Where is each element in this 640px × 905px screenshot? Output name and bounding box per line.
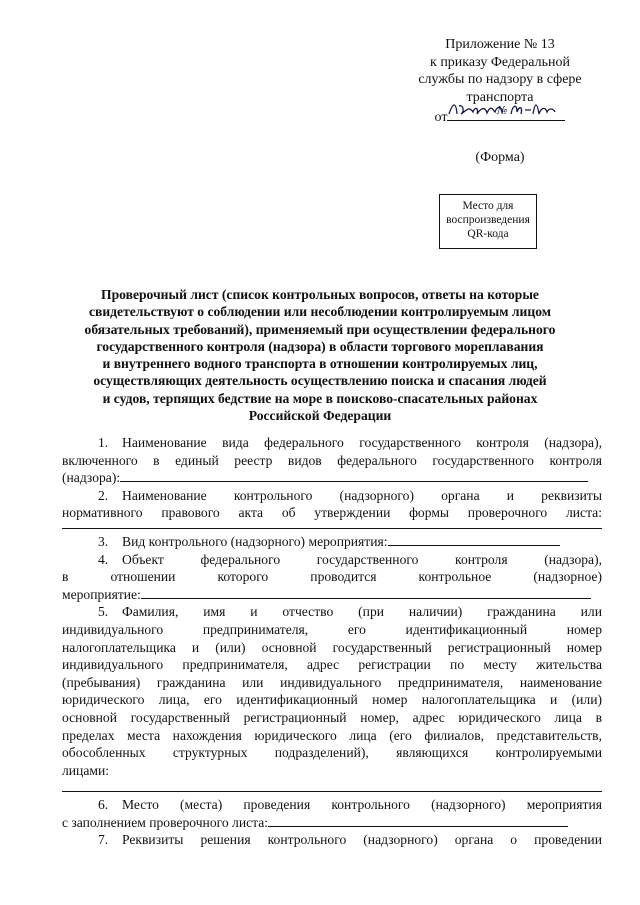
qr-line-3: QR-кода [467,228,509,240]
date-prefix: от [434,110,448,125]
item-text: Вид контрольного (надзорного) мероприятия: [122,533,388,549]
title-line: и судов, терпящих бедствие на море в поисково-спасательных районах [102,390,538,406]
item-number: 1. [98,435,109,450]
item-text: основной государственный регистрационный номер, адрес юридического лица в [62,709,602,725]
appendix-title: Приложение № 13 [445,37,555,52]
item-text: лицами: [62,762,110,778]
item-text: с заполнением проверочного листа: [62,814,269,830]
item-text: Фамилия, имя и отчество (при наличии) гражданина или [122,604,602,620]
item-text: индивидуального предпринимателя, адрес регистрации по месту жительства [62,657,602,673]
qr-line-1: Место для [462,200,514,212]
qr-line-2: воспроизведения [446,214,530,226]
document-title [70,286,570,424]
item-7 [62,831,602,849]
appendix-agency-cont: транспорта [466,89,534,105]
document-body [62,434,602,849]
item-text: пределах места нахождения юридического лица (его филиалов, представительств, [62,727,602,743]
item-text: юридического лица, его идентификационный номер налогоплательщика и (или) [62,692,602,708]
item-number: 3. [98,533,109,549]
fill-in-line [388,533,560,546]
item-number: 6. [98,797,109,813]
title-line: обязательных требований), применяемый при осуществлении федерального [84,321,556,337]
title-line: свидетельствуют о соблюдении или несоблюдении контролируемым лицом [88,304,552,320]
fill-in-line [62,528,602,529]
item-3 [62,533,602,551]
title-line: государственного контроля (надзора) в области торгового мореплавания [96,338,544,354]
title-line: Российской Федерации [248,408,392,424]
item-text: (пребывания) гражданина или индивидуального предпринимателя, наименование [62,674,602,690]
appendix-header [400,36,600,127]
item-text: Реквизиты решения контрольного (надзорного) органа о проведении [122,832,602,848]
appendix-order-ref: к приказу Федеральной [430,54,570,70]
item-text: индивидуального предпринимателя, его идентификационный номер [62,621,602,637]
item-text: (надзора): [62,470,121,486]
form-label: (Форма) [475,150,525,165]
item-text: налогоплательщика и (или) основной государственный регистрационный номер [62,639,602,655]
svg-text:№: № [497,104,508,117]
item-text: нормативного правового акта об утверждении формы проверочного листа: [62,505,602,521]
handwritten-date-number-signature [447,106,565,121]
item-number: 7. [98,832,109,848]
fill-in-line [268,814,568,827]
item-text: Наименование контрольного (надзорного) органа и реквизиты [122,487,602,503]
item-4 [62,551,602,604]
appendix-date-number [400,106,600,127]
fill-in-line [141,586,591,599]
item-6 [62,796,602,831]
item-number: 5. [98,604,109,620]
title-line: осуществляющих деятельность осуществлению поиска и спасания людей [93,373,547,389]
item-text: в отношении которого проводится контрольное (надзорное) [62,569,602,585]
item-1 [62,434,602,487]
item-text: включенного в единый реестр видов федерального государственного контроля [62,452,602,468]
fill-in-line [120,469,588,482]
item-number: 2. [98,487,109,503]
item-number: 4. [98,551,109,567]
fill-in-line [62,791,602,792]
item-5 [62,603,602,792]
item-text: обособленных структурных подразделений), являющихся контролируемыми [62,745,602,761]
item-text: мероприятие: [62,586,141,602]
qr-code-placeholder [439,194,537,249]
appendix-agency: службы по надзору в сфере [418,72,582,87]
title-line: и внутреннего водного транспорта в отношении контролируемых лиц, [102,356,538,372]
item-2 [62,487,602,529]
item-text: Объект федерального государственного контроля (надзора), [122,551,602,567]
title-line: Проверочный лист (список контрольных вопросов, ответы на которые [101,287,539,302]
item-text: Наименование вида федерального государственного контроля (надзора), [122,435,602,450]
item-text: Место (места) проведения контрольного (надзорного) мероприятия [122,797,602,813]
